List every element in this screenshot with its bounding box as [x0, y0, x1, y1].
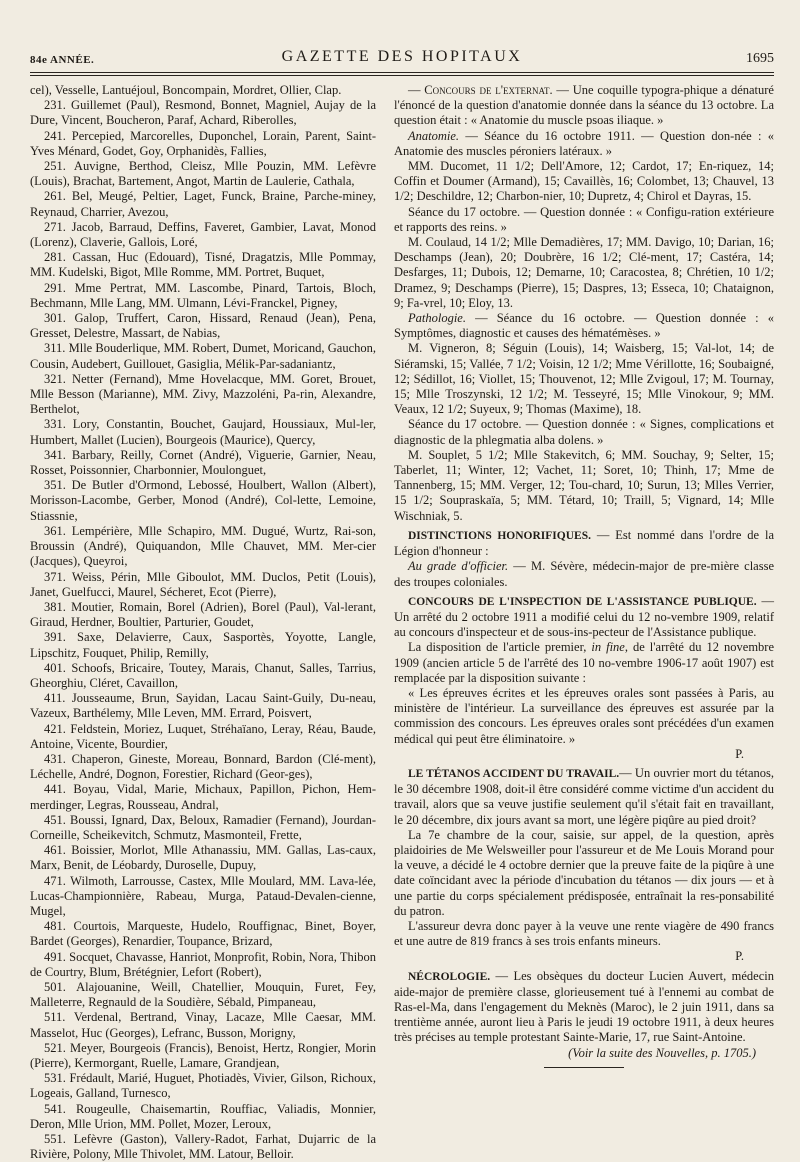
signature: P. — [735, 746, 744, 761]
rank-paragraph: 521. Meyer, Bourgeois (Francis), Benoist, Hertz, Rongier, Morin (Pierre), Kermorgant, Ruelle, Lamare, Grandjean, — [30, 1040, 376, 1070]
rank-paragraph: 351. De Butler d'Ormond, Lebossé, Houlbert, Wallon (Albert), Morisson-Lacombe, Gerber, Monod (André), Col-lette, Lemoine, Stiassnie, — [30, 478, 376, 523]
concours-paragraph-2: La disposition de l'article premier, in fine, de l'arrêté du 12 novembre 1909 (ancien article 5 de l'arrêté des 10 no-vembre 1906-17 août 1907) est remplacée par la disposition suivante : — [394, 640, 775, 685]
officier-label: Au grade d'officier. — [408, 559, 509, 574]
signature: P. — [735, 949, 744, 964]
rank-paragraph: 321. Netter (Fernand), Mme Hovelacque, MM. Goret, Brouet, Mlle Besson (Marianne), MM. Zivy, Mazzoléni, Pa-rin, Alexandre, Berthelot, — [30, 371, 376, 417]
officier-paragraph: Au grade d'officier. — M. Sévère, médecin-major de pre-mière classe des troupes coloniales. — [394, 559, 774, 589]
rank-paragraph: 501. Alajouanine, Weill, Chatellier, Mouquin, Furet, Fey, Malleterre, Regnauld de la Soudière, Sébald, Pimpaneau, — [30, 979, 376, 1010]
header-rule-thin — [30, 75, 774, 76]
rank-paragraph: 421. Feldstein, Moriez, Luquet, Stréhaïano, Leray, Réau, Baude, Antoine, Vicente, Bourdier, — [30, 721, 376, 751]
anatomie-results-17: M. Coulaud, 14 1/2; Mlle Demadières, 17; MM. Davigo, 10; Darian, 16; Deschamps (Jean), 20; Doubrère, 16 1/2; Clé-ment, 17; Castéra, 14; Desfarges, 11; Dubois, 12; Demarne, 10; Caracostea, 8; Chrétien, 10 1/2; Dramez, 9; Deschamps (Pierre), 15; Daspres, 13; Esseca, 10; Chataignon, 9; Fa-vrel, 10; Eloy, 13. — [394, 235, 774, 310]
rank-paragraph: 471. Wilmoth, Larrousse, Castex, Mlle Moulard, MM. Lava-lée, Lucas-Championnière, Rabeau, Murga, Pataud-Devalen-cienne, Mugel, — [30, 873, 376, 918]
necrologie-heading: NÉCROLOGIE. — [408, 970, 491, 983]
rank-paragraph: 331. Lory, Constantin, Bouchet, Gaujard, Houssiaux, Mul-ler, Humbert, Mallet (Lucien), Bourgeois (Maurice), Quercy, — [30, 417, 376, 447]
rank-paragraph: 341. Barbary, Reilly, Cornet (André), Viguerie, Garnier, Neau, Rosset, Poissonnier, Charbonnier, Moulonguet, — [30, 447, 376, 478]
concours-paragraph: CONCOURS DE L'INSPECTION DE L'ASSISTANCE PUBLIQUE. — Un arrêté du 2 octobre 1911 a modifié celui du 12 no-vembre 1909, relatif au concours d'inspecteur et de sous-ins-pecteur de l'Assistance publique. — [394, 593, 775, 640]
externat-paragraph: — Concours de l'externat. — Une coquille typogra-phique a dénaturé l'énoncé de la question d'anatomie donnée dans la séance du 13 octobre. La question était : « Anatomie du muscle psoas iliaque. » — [394, 83, 774, 128]
rank-paragraph: 281. Cassan, Huc (Edouard), Tisné, Dragatzis, Mlle Pommay, MM. Kudelski, Bigot, Mlle Romme, MM. Portret, Buquet, — [30, 250, 376, 280]
tetanos-paragraph-3: L'assureur devra donc payer à la veuve une rente viagère de 490 francs et une autre de 819 francs à ses trois enfants mineurs. — [394, 918, 774, 949]
distinctions-heading: DISTINCTIONS HONORIFIQUES. — [408, 529, 591, 542]
rank-paragraph: 291. Mme Pertrat, MM. Lascombe, Pinard, Tartois, Bloch, Bechmann, Mlle Lang, MM. Ulmann, Lévi-Franckel, Pigney, — [30, 280, 376, 310]
rank-paragraph: 541. Rougeulle, Chaisemartin, Rouffiac, Valiadis, Monnier, Deron, Mlle Urion, MM. Pollet, Mozer, Leroux, — [30, 1101, 376, 1131]
rank-paragraph: 311. Mlle Bouderlique, MM. Robert, Dumet, Moricand, Gauchon, Cousin, Audebert, Guillouet, Gasiglia, Mélik-Par-sadaniantz, — [30, 341, 376, 371]
rank-paragraph: 481. Courtois, Marqueste, Hudelo, Rouffignac, Binet, Boyer, Bardet (Georges), Renardier, Toupance, Brizard, — [30, 919, 376, 949]
rank-paragraph: 301. Galop, Truffert, Caron, Hissard, Renaud (Jean), Pena, Gresset, Delestre, Massart, de Nabias, — [30, 311, 376, 341]
necrologie-paragraph: NÉCROLOGIE. — Les obsèques du docteur Lucien Auvert, médecin aide-major de première classe, glorieusement tué à l'ennemi au combat de Ras-el-Ma, dans l'engagement du Meknès (Maroc), le 2 juin 1911, dans sa trentième année, auront lieu à Paris le jeudi 19 octobre 1911, à deux heures très précises au temple protestant Sainte-Marie, 17, rue Saint-Antoine. — [394, 968, 774, 1045]
rank-paragraph: cel), Vesselle, Lantuéjoul, Boncompain, Mordret, Ollier, Clap. — [30, 83, 342, 97]
rank-paragraph: 361. Lempérière, Mlle Schapiro, MM. Dugué, Wurtz, Rai-son, Broussin (André), Quiquandon, Mlle Chauvet, MM. Mer-cier (Jacques), Queyroi, — [30, 523, 376, 569]
tetanos-paragraph: LE TÉTANOS ACCIDENT DU TRAVAIL.— Un ouvrier mort du tétanos, le 30 décembre 1908, doit-il être considéré comme victime d'un accident du travail, alors que sa veuve justifie seulement qu'il s'était fait en travaillant, le 20 décembre, dix jours avant sa mort, une légère piqûre au pied droit? — [394, 765, 774, 827]
concours-paragraph-3: « Les épreuves écrites et les épreuves orales sont passées à Paris, au ministère de l'intérieur. La surveillance des épreuves est assurée par la commission des concours. Les épreuves orales sont précédées d'un examen médical qui peut être éliminatoire. » — [394, 685, 774, 746]
rank-paragraph: 431. Chaperon, Gineste, Moreau, Bonnard, Bardon (Clé-ment), Léchelle, André, Dognon, Forestier, Richard (Geor-ges), — [30, 751, 376, 782]
distinctions-paragraph: DISTINCTIONS HONORIFIQUES. — Est nommé dans l'ordre de la Légion d'honneur : — [394, 527, 775, 559]
pathologie-results-17: M. Souplet, 5 1/2; Mlle Stakevitch, 6; MM. Souchay, 9; Selter, 15; Taberlet, 11; Winter, 12; Vachet, 11; Soret, 10; Thinh, 17; Mme de Tannenberg, 15; MM. Verger, 12; Tou-chard, 10; Surun, 13; Mlles Verrier, 15 1/2; Soupraskaïa, 5; MM. Tétard, 10; Traill, 5; Vignard, 14; Mlle Wischniak, 5. — [394, 447, 774, 523]
page-number: 1695 — [746, 51, 774, 66]
rank-paragraph: 411. Jousseaume, Brun, Sayidan, Lacau Saint-Guily, Du-neau, Vazeux, Barthélemy, Mlle Leven, MM. Errard, Poisvert, — [30, 691, 376, 721]
pathologie-results: M. Vigneron, 8; Séguin (Louis), 14; Waisberg, 15; Val-lot, 14; de Siéramski, 15; Vallée, 7 1/2; Voisin, 12 1/2; Mme Vérillotte, 16; Soubaigné, 12; Sédillot, 16; Viollet, 15; Thouvenot, 12; Mlle Zvigoul, 17; M. Tournay, 15; Mlle Troszynski, 12 1/2; M. Tesseyré, 15; Mlle Vinokour, 9; MM. Veaux, 12 1/2; Suyeux, 9; Thomas (Maxime), 18. — [394, 341, 774, 417]
anatomie-session-17: Séance du 17 octobre. — Question donnée : « Configu-ration extérieure et rapports des reins. » — [394, 204, 774, 234]
left-column — [30, 83, 376, 1162]
rank-paragraph: 441. Boyau, Vidal, Marie, Michaux, Papillon, Pichon, Hem-merdinger, Legras, Rousseau, Andral, — [30, 782, 376, 812]
rank-paragraph: 251. Auvigne, Berthod, Cleisz, Mlle Pouzin, MM. Lefèvre (Louis), Brachat, Bartement, Angot, Martin de Laulerie, Cathala, — [30, 159, 376, 189]
rank-paragraph: 271. Jacob, Barraud, Deffins, Faveret, Gambier, Lavat, Monod (Lorenz), Claverie, Gallois, Loré, — [30, 219, 376, 250]
anatomie-results: MM. Ducomet, 11 1/2; Dell'Amore, 12; Cardot, 17; En-riquez, 14; Coffin et Doumer (Armand), 15; Cavaillès, 16; Colombet, 13; Chauvel, 13 1/2; Deschildre, 12; Charbon-nier, 10; Dupretz, 4; Chirol et Dayras, 15. — [394, 159, 774, 204]
right-column — [394, 83, 774, 1068]
rank-paragraph: 461. Boissier, Morlot, Mlle Athanassiu, MM. Gallas, Las-caux, Marx, Benit, de Léobardy, Duroselle, Dupuy, — [30, 843, 376, 873]
rank-paragraph: 391. Saxe, Delavierre, Caux, Sasportès, Yoyotte, Langle, Lipschitz, Fouquet, Philip, Remilly, — [30, 630, 376, 660]
rank-paragraph: 531. Frédault, Marié, Huguet, Photiadès, Vivier, Gilson, Richoux, Logeais, Galland, Turnesco, — [30, 1071, 376, 1101]
rank-paragraph: 261. Bel, Meugé, Peltier, Laget, Funck, Braine, Parche-miney, Reynaud, Charrier, Avezou, — [30, 189, 376, 219]
rank-paragraph: 381. Moutier, Romain, Borel (Adrien), Borel (Paul), Val-lerant, Giraud, Herdner, Boultier, Parturier, Goudet, — [30, 599, 376, 630]
year-label: 84e ANNÉE. — [30, 54, 95, 66]
page-header — [30, 48, 774, 70]
pathologie-label: Pathologie. — [408, 311, 466, 326]
rank-paragraph: 511. Verdenal, Bertrand, Vinay, Lacaze, Mlle Caesar, MM. Masselot, Huc (Georges), Lefranc, Busson, Morigny, — [30, 1010, 376, 1040]
rank-paragraph: 401. Schoofs, Bricaire, Toutey, Marais, Chanut, Salles, Tarrius, Gheorghiu, Cléret, Cavaillon, — [30, 660, 376, 690]
rank-paragraph: 231. Guillemet (Paul), Resmond, Bonnet, Magniel, Aujay de la Dure, Vincent, Boucheron, Paraf, Achard, Riberolles, — [30, 98, 376, 128]
journal-title: GAZETTE DES HOPITAUX — [281, 48, 523, 65]
concours-heading: CONCOURS DE L'INSPECTION DE L'ASSISTANCE PUBLIQUE. — [408, 595, 757, 608]
continued-reference: (Voir la suite des Nouvelles, p. 1705.) — [568, 1045, 756, 1060]
rank-paragraph: 491. Socquet, Chavasse, Hanriot, Monprofit, Robin, Nora, Thibon de Courtry, Blum, Brétégnier, Lefort (Robert), — [30, 949, 376, 979]
externat-heading: — Concours de l'externat. — [408, 83, 553, 97]
rank-paragraph: 551. Lefèvre (Gaston), Vallery-Radot, Farhat, Dujarric de la Rivière, Polony, Mlle Thivolet, MM. Latour, Belloir. — [30, 1132, 376, 1162]
rank-paragraph: 371. Weiss, Périn, Mlle Giboulot, MM. Duclos, Petit (Louis), Janet, Guelfucci, Maurel, Sécheret, Ecot (Pierre), — [30, 569, 376, 599]
pathologie-paragraph: Pathologie. — Séance du 16 octobre. — Question donnée : « Symptômes, diagnostic et causes des hématémèses. » — [394, 311, 774, 341]
end-ornament-rule — [544, 1067, 624, 1068]
tetanos-heading: LE TÉTANOS ACCIDENT DU TRAVAIL. — [408, 767, 620, 780]
rank-paragraph: 451. Boussi, Ignard, Dax, Beloux, Ramadier (Fernand), Jourdan-Corneille, Scheikevitch, Schmutz, Masmonteil, Frette, — [30, 812, 376, 842]
pathologie-session-17: Séance du 17 octobre. — Question donnée : « Signes, complications et diagnostic de la phlegmatia alba dolens. » — [394, 417, 774, 447]
tetanos-paragraph-2: La 7e chambre de la cour, saisie, sur appel, de la question, après plaidoiries de Me Welsweiller pour l'assureur et de Me Louis Morand pour la veuve, a décidé le 4 octobre dernier que la preuve faite de la piqûre à une date coïncidant avec la période d'incubation du tétanos — dix jours — et à une partie du corps spécialement prédisposée, entraînait la res-ponsabilité du patron. — [394, 827, 774, 918]
rank-paragraph: 241. Percepied, Marcorelles, Duponchel, Lorain, Parent, Saint-Yves Ménard, Godet, Goy, Orphanidès, Fallies, — [30, 128, 376, 158]
anatomie-label: Anatomie. — [408, 128, 460, 143]
anatomie-paragraph: Anatomie. — Séance du 16 octobre 1911. — Question don-née : « Anatomie des muscles péroniers latéraux. » — [394, 128, 774, 158]
header-rule — [30, 72, 774, 73]
